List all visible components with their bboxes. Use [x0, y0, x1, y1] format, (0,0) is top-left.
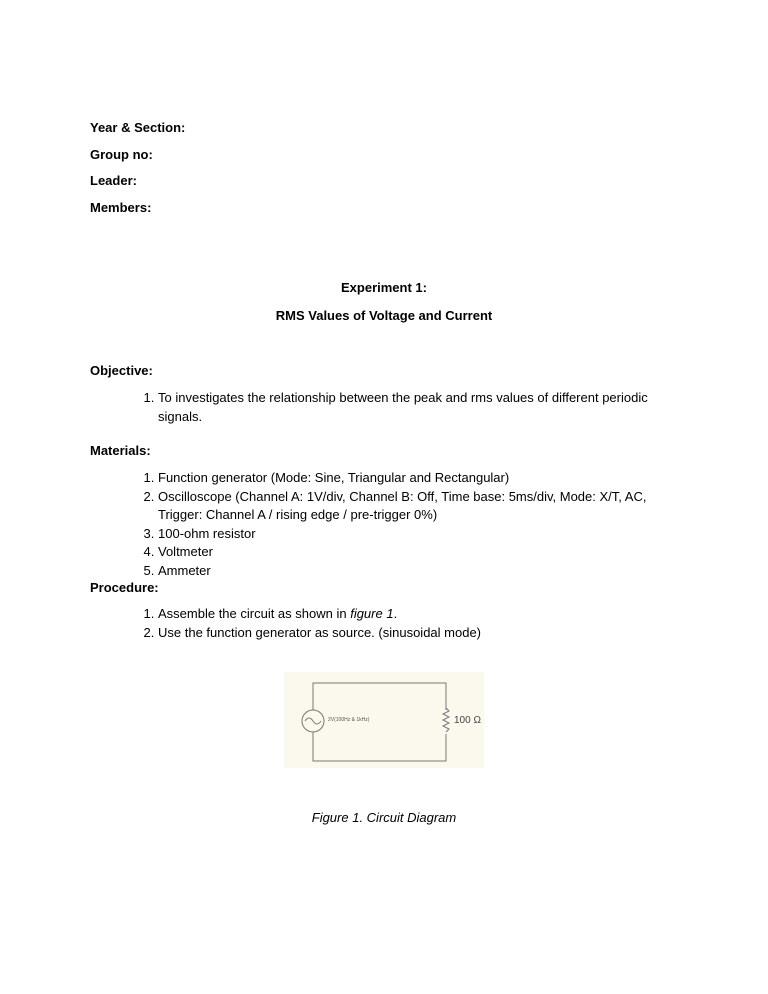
circuit-diagram — [284, 672, 484, 768]
list-item: 1. To investigates the relationship between the peak and rms values of different periodic signals. — [158, 389, 658, 426]
procedure-list — [130, 605, 658, 642]
members-label: Members: — [90, 200, 152, 215]
objective-heading: Objective: — [90, 363, 153, 378]
list-item: 4. Voltmeter — [158, 543, 658, 562]
list-item: 1. Function generator (Mode: Sine, Triangular and Rectangular) — [158, 469, 658, 488]
list-item: 5. Ammeter — [158, 562, 658, 581]
procedure-heading: Procedure: — [90, 580, 159, 595]
list-item: 2. Oscilloscope (Channel A: 1V/div, Channel B: Off, Time base: 5ms/div, Mode: X/T, AC, Trigger: Channel A / rising edge / pre-trigger 0%) — [158, 488, 658, 525]
materials-list — [130, 469, 658, 581]
experiment-number: Experiment 1: — [341, 280, 427, 295]
experiment-title: RMS Values of Voltage and Current — [275, 308, 493, 323]
materials-heading: Materials: — [90, 443, 151, 458]
resistor-label: 100 Ω — [454, 715, 481, 726]
objective-list — [130, 389, 658, 426]
figure-caption: Figure 1. Circuit Diagram — [311, 810, 457, 825]
text: . — [393, 606, 398, 621]
list-item: 3. 100-ohm resistor — [158, 525, 658, 544]
list-item: 2. Use the function generator as source. (sinusoidal mode) — [158, 624, 658, 643]
group-label: Group no: — [90, 147, 153, 162]
year-section-label: Year & Section: — [90, 120, 186, 135]
figure-reference: figure 1 — [350, 606, 394, 621]
list-item — [158, 605, 658, 624]
source-label: 2V(100Hz & 1kHz) — [328, 717, 370, 723]
leader-label: Leader: — [90, 173, 137, 188]
text: Assemble the circuit as shown in — [158, 606, 351, 621]
